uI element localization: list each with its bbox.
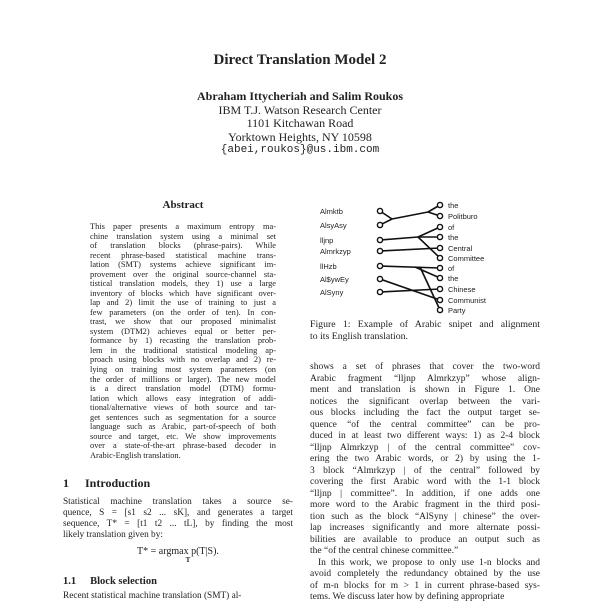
- target-node: [437, 245, 442, 250]
- alignment-link: [380, 266, 440, 268]
- text-line: tems. We discuss later how by defining appropriate: [310, 592, 505, 602]
- alignment-figure: [320, 195, 550, 315]
- text-line: bilities are available to produce an output such as: [310, 534, 540, 545]
- source-node: [377, 208, 382, 213]
- text-line: language such as Arabic, part-of-speech of both: [90, 422, 276, 432]
- equation-subscript: T: [185, 556, 191, 564]
- target-word: Chinese: [448, 285, 476, 294]
- body-paragraph: [310, 558, 540, 604]
- text-line: of m-n blocks for m > 1 in current phrase-based sys-: [310, 580, 540, 591]
- subsection-body: [63, 591, 293, 602]
- body-paragraph: [310, 362, 540, 558]
- text-line: to its English translation.: [310, 331, 408, 342]
- text-line: get sentences such as segmentation for a source: [90, 412, 276, 422]
- text-line: tion such as the block “AlSyny | chinese” the over-: [310, 511, 540, 522]
- source-word: llHzb: [320, 262, 337, 271]
- text-line: ous blocks including the fact the output target se-: [310, 408, 540, 418]
- text-line: tional/alternative views of both source and tar-: [90, 403, 276, 413]
- equation-text: T* = argmax p(T|S).: [137, 546, 219, 557]
- paper-title: Direct Translation Model 2: [213, 52, 387, 68]
- introduction-body: [63, 497, 293, 541]
- target-node: [437, 286, 442, 291]
- target-word: the: [448, 201, 459, 210]
- source-word: AlsyAsy: [320, 221, 347, 230]
- text-line: ering the two Arabic words, or 2) by using the 1-: [310, 454, 540, 464]
- text-line: inventory of blocks which have significant over-: [90, 288, 276, 298]
- text-line: more word to the Arabic fragment in the third posi-: [310, 500, 540, 510]
- authors: Abraham Ittycheriah and Salim Roukos: [196, 89, 404, 103]
- source-word: AlSyny: [320, 288, 344, 297]
- text-line: shows a set of phrases that cover the two-word: [310, 362, 540, 372]
- text-line: lap and 2) limit the use of training to just a: [90, 298, 276, 308]
- source-word: Almktb: [320, 207, 343, 216]
- alignment-link: [418, 227, 440, 237]
- text-line: lem in the traditional statistical modeling ap-: [90, 345, 276, 355]
- target-node: [437, 297, 442, 302]
- text-line: Recent statistical machine translation (SMT) al-: [63, 591, 242, 601]
- text-line: Arabic-English translation.: [90, 450, 181, 460]
- target-node: [437, 202, 442, 207]
- text-line: This paper presents a maximum entropy ma-: [90, 222, 276, 231]
- source-node: [377, 263, 382, 268]
- figure-caption: [310, 319, 540, 343]
- text-line: Figure 1: Example of Arabic snipet and alignment: [310, 319, 540, 330]
- text-line: 3 block “Almrkzyp | of the central” followed by: [310, 465, 540, 476]
- target-word: the: [448, 233, 459, 242]
- subsection-title: Block selection: [90, 576, 157, 587]
- text-line: tistical translation models, they 1) use a large: [90, 279, 276, 289]
- target-word: Committee: [448, 254, 485, 263]
- abstract-heading: Abstract: [162, 199, 204, 211]
- source-node: [377, 237, 382, 242]
- section-number: 1: [63, 476, 69, 490]
- text-line: few parameters (on the order of ten). In con-: [90, 307, 276, 317]
- section-title: Introduction: [85, 476, 151, 490]
- text-line: is a direct translation model (DTM) formu-: [90, 384, 276, 394]
- source-node: [377, 276, 382, 281]
- target-node: [437, 275, 442, 280]
- section-heading-introduction: [63, 476, 166, 490]
- text-line: duced in at least two different ways: 1) as 2-4 block: [310, 431, 540, 441]
- abstract-body: [90, 222, 276, 460]
- text-line: “lljnp | committee”. In addition, if one adds one: [310, 488, 540, 499]
- subsection-number: 1.1: [63, 576, 77, 587]
- target-node: [437, 307, 442, 312]
- text-line: “lljnp Almrkzyp | of the central committee” cov-: [310, 442, 540, 453]
- equation: [63, 546, 293, 564]
- source-word: Almrkzyp: [320, 247, 351, 256]
- subsection-heading: [63, 575, 171, 588]
- text-line: lation (SMT) systems achieve significant im-: [90, 260, 276, 270]
- alignment-link: [380, 237, 418, 240]
- target-word: Central: [448, 244, 473, 253]
- text-line: the order of millions or larger). The new model: [90, 374, 276, 384]
- text-line: trast, we show that our proposed minimalist: [90, 317, 276, 327]
- target-word: of: [448, 264, 455, 273]
- affiliation-line: IBM T.J. Watson Research Center: [218, 102, 382, 117]
- text-line: lation which allows easy integration of addi-: [90, 393, 276, 403]
- source-node: [377, 222, 382, 227]
- text-line: formance by 1) recasting the translation prob-: [90, 336, 276, 346]
- text-line: proach using blocks with no overlap and 2) re-: [90, 355, 276, 365]
- text-line: In this work, we propose to only use 1-n blocks and: [318, 557, 540, 568]
- source-word: Al$ywEy: [320, 275, 349, 284]
- text-line: source and target, etc. We show improvements: [90, 431, 276, 441]
- text-line: provement over the original source-channel sta-: [90, 269, 276, 279]
- target-word: Politburo: [448, 212, 478, 221]
- target-node: [437, 255, 442, 260]
- text-line: likely translation given by:: [63, 530, 163, 540]
- source-node: [377, 289, 382, 294]
- target-word: Communist: [448, 296, 486, 305]
- text-line: the “of the central chinese committee.”: [310, 546, 459, 556]
- text-line: Statistical machine translation takes a source se-: [63, 497, 293, 507]
- text-line: lap increases significantly and more alternate possi-: [310, 523, 540, 533]
- target-word: of: [448, 223, 455, 232]
- text-line: quence, S = [s1 s2 ... sK], and generates a target: [63, 508, 293, 518]
- text-line: ment and translation is shown in Figure 1. One: [310, 385, 540, 395]
- text-line: system (DTM2) achieves equal or better per-: [90, 326, 276, 336]
- text-line: Arabic fragment “lljnp Almrkzyp” whose align-: [310, 373, 540, 384]
- target-node: [437, 224, 442, 229]
- source-word: lljnp: [320, 236, 334, 245]
- text-line: quence “of the central committee” can be pro-: [310, 419, 540, 430]
- text-line: of translation blocks (phrase-pairs). While: [90, 241, 276, 251]
- author-email: {abei,roukos}@us.ibm.com: [220, 144, 380, 156]
- target-node: [437, 265, 442, 270]
- target-word: the: [448, 274, 459, 283]
- target-node: [437, 234, 442, 239]
- target-node: [437, 213, 442, 218]
- text-line: avoid completely the redundancy obtained by the use: [310, 569, 540, 579]
- text-line: chine translation system using a minimal set: [90, 231, 276, 241]
- affiliation-line: Yorktown Heights, NY 10598: [228, 129, 372, 144]
- target-word: Party: [448, 306, 466, 315]
- text-line: covering the first Arabic word with the 1-1 block: [310, 477, 540, 487]
- alignment-link: [392, 212, 428, 219]
- text-line: over a state-of-the-art phrase-based decoder in: [90, 441, 276, 451]
- text-line: sequence, T* = [t1 t2 ... tL], by finding the most: [63, 519, 293, 529]
- text-line: lying on training most system parameters (on: [90, 364, 276, 374]
- text-line: recent phrase-based statistical machine trans-: [90, 250, 276, 260]
- text-line: notices the significant overlap between the vari-: [310, 396, 540, 407]
- affiliation-line: 1101 Kitchawan Road: [246, 116, 354, 130]
- source-node: [377, 248, 382, 253]
